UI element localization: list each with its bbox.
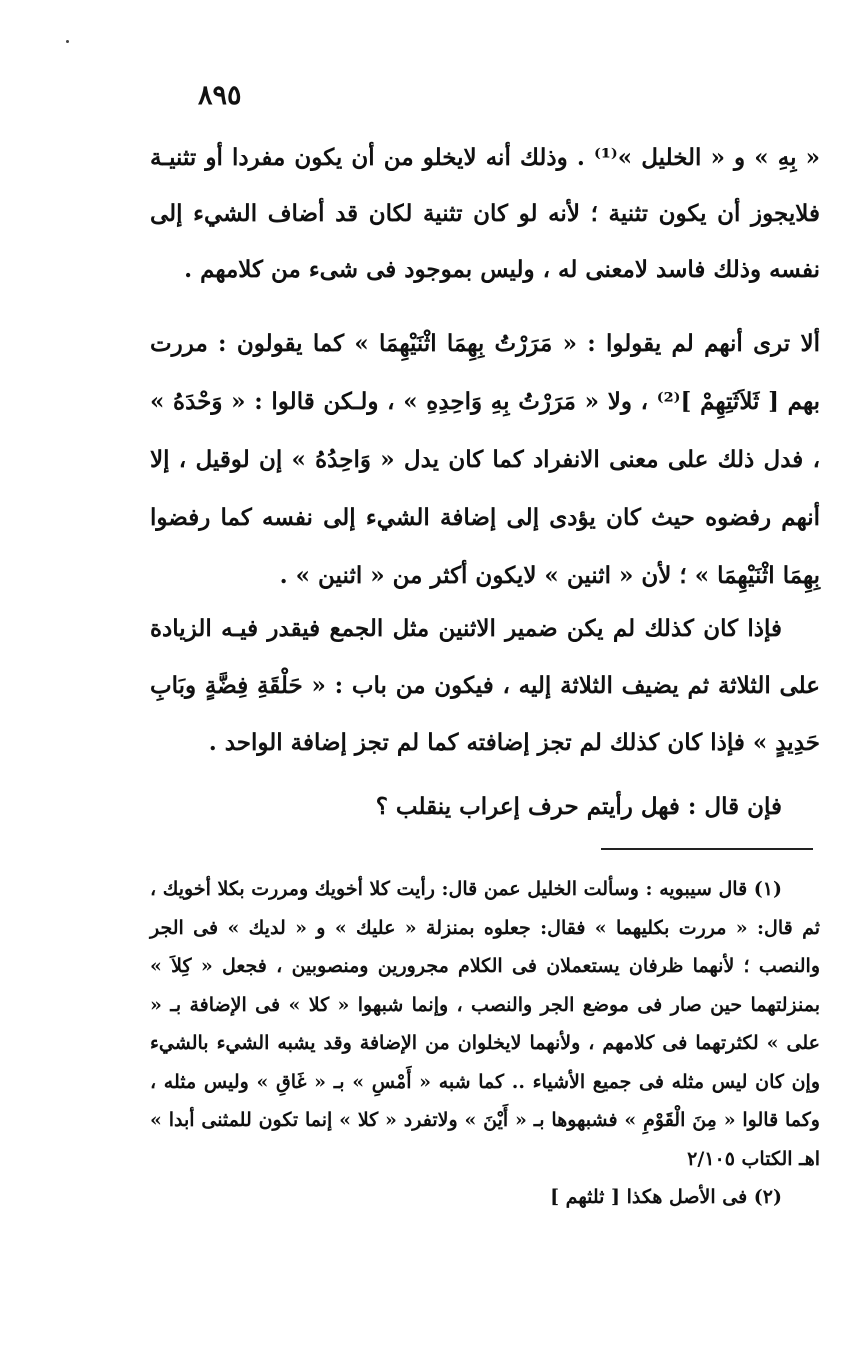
footnote-1: (١) قال سيبويه : وسألت الخليل عمن قال: رأيت كلا أخويك ومررت بكلا أخويك ، ثم قال: « مررت بكليهما » فقال: جعلوه بمنزلة « عليك » و « لديك » فى الجر والنصب ؛ لأنهما ظرفان يستعملان فى الكلام مجرورين ومنصوبين ، فجعل « كِلاَ » بمنزلتهما حين صار فى موضع الجر والنصب ، وإنما شبهوا « كلا » فى الإضافة بـ « على » لكثرتهما فى كلامهم ، ولأنهما لايخلوان من الإضافة وقد يشبه الشيء بالشيء وإن كان ليس مثله فى جميع الأشياء .. كما شبه « أَمْسِ » بـ « غَاقِ » وليس مثله ، وكما قالوا « مِنَ الْقَوْمِ » فشبهوها بـ « أَيْنَ » ولاتفرد « كلا » إنما تكون للمثنى أبدا » اهـ الكتاب ٢/١٠٥ (150, 878, 820, 1170)
speck-mark (66, 40, 69, 43)
footnote-2: (٢) فى الأصل هكذا [ ثلثهم ] (550, 1186, 782, 1208)
footnote-separator (601, 848, 813, 850)
paragraph-text: فإذا كان كذلك لم يكن ضمير الاثنين مثل الجمع فيقدر فيـه الزيادة على الثلاثة ثم يضيف الثلاثة إليه ، فيكون من باب : « حَلْقَةِ فِضَّةٍ وبَابِ حَدِيدٍ » فإذا كان كذلك لم تجز إضافته كما لم تجز إضافة الواحد . (150, 615, 820, 756)
body-paragraph-3 (150, 600, 820, 771)
body-paragraph-2 (150, 315, 820, 605)
body-paragraph-1 (150, 130, 820, 298)
paragraph-text: ألا ترى أنهم لم يقولوا : « مَرَرْتُ بِهِمَا اثْنَيْهِمَا » كما يقولون : مررت بهم [ ثَلاَثَتِهِمْ ]⁽²⁾ ، ولا « مَرَرْتُ بِهِ وَاحِدِهِ » ، ولـكن قالوا : « وَحْدَهُ » ، فدل ذلك على معنى الانفراد كما كان يدل « وَاحِدُهُ » إن لوقيل ، إلا أنهم رفضوه حيث كان يؤدى إلى إضافة الشيء إلى نفسه كما رفضوا بِهِمَا اثْنَيْهِمَا » ؛ لأن « اثنين » لايكون أكثر من « اثنين » . (150, 330, 820, 589)
paragraph-text: فإن قال : فهل رأيتم حرف إعراب ينقلب ؟ (375, 793, 782, 820)
page-number: ٨٩٥ (198, 80, 242, 111)
paragraph-text: « بِهِ » و « الخليل »⁽¹⁾ . وذلك أنه لايخلو من أن يكون مفردا أو تثنيـة فلايجوز أن يكون تثنية ؛ لأنه لو كان تثنية لكان قد أضاف الشيء إلى نفسه وذلك فاسد لامعنى له ، وليس بموجود فى شىء من كلامهم . (150, 144, 820, 283)
footnotes (150, 870, 820, 1217)
body-paragraph-4 (150, 782, 820, 832)
